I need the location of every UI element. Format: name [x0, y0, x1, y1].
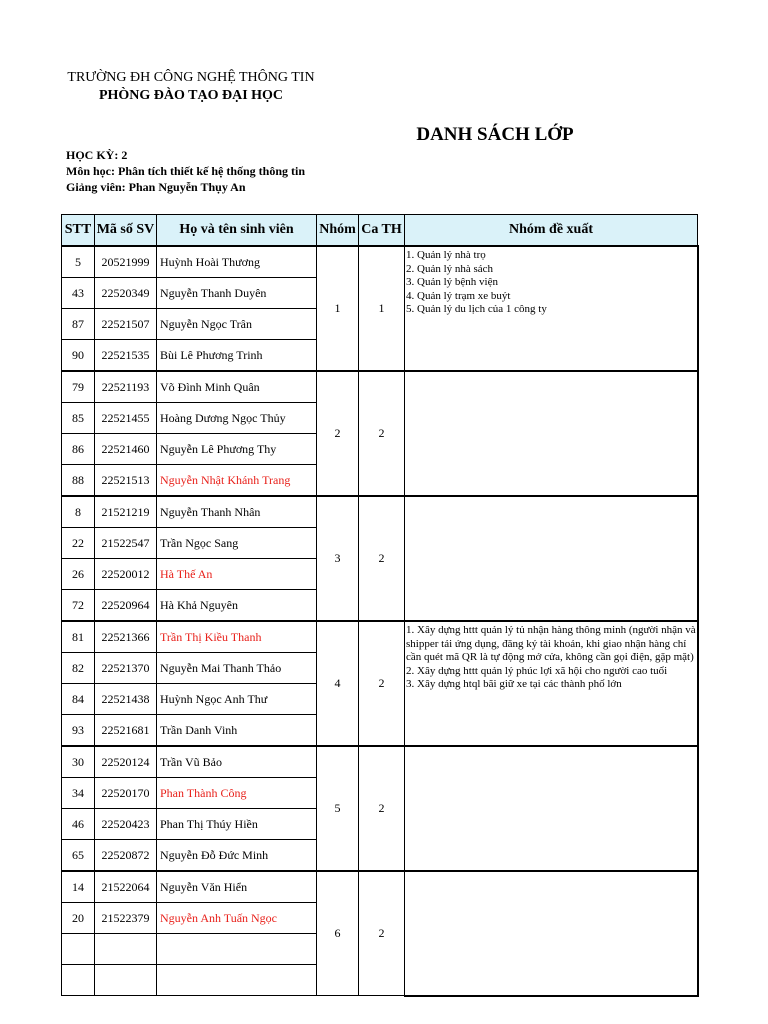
stt-cell: 88 [62, 465, 95, 497]
stt-cell: 85 [62, 403, 95, 434]
proposed-topics-cell [405, 246, 698, 371]
student-name-cell: Phan Thị Thúy Hiền [157, 809, 317, 840]
table-row [62, 371, 698, 403]
student-id-cell: 22520012 [95, 559, 157, 590]
proposed-topics-cell [405, 621, 698, 746]
student-id-cell: 22521370 [95, 653, 157, 684]
stt-cell: 20 [62, 903, 95, 934]
stt-cell: 30 [62, 746, 95, 778]
proposed-topic-item: 2. Quản lý nhà sách [406, 262, 494, 275]
table-body [62, 246, 698, 996]
proposed-topic-item: 1. Quản lý nhà trọ [406, 249, 486, 261]
proposed-topics-cell [405, 496, 698, 621]
student-id-cell: 22521535 [95, 340, 157, 372]
stt-cell: 82 [62, 653, 95, 684]
stt-cell: 46 [62, 809, 95, 840]
stt-cell: 26 [62, 559, 95, 590]
student-id-cell: 22521513 [95, 465, 157, 497]
stt-cell: 93 [62, 715, 95, 747]
stt-cell: 84 [62, 684, 95, 715]
table-row [62, 246, 698, 278]
stt-cell: 79 [62, 371, 95, 403]
table-row [62, 496, 698, 528]
course-label: Môn học: Phân tích thiết kế hệ thống thông tin [66, 164, 306, 178]
table-header-row [62, 215, 698, 247]
student-id-cell: 22520964 [95, 590, 157, 622]
student-name-cell: Huỳnh Ngọc Anh Thư [157, 684, 317, 715]
stt-cell: 86 [62, 434, 95, 465]
col-header-stt: STT [62, 215, 95, 247]
student-name-cell: Trần Ngọc Sang [157, 528, 317, 559]
stt-cell: 90 [62, 340, 95, 372]
group-number-cell: 3 [317, 496, 359, 621]
lab-session-cell: 2 [359, 746, 405, 871]
proposed-topic-item: 3. Xây dựng htql bãi giữ xe tại các thành phố lớn [406, 678, 622, 690]
lecturer-label: Giảng viên: Phan Nguyễn Thụy An [66, 180, 246, 194]
student-id-cell: 22520170 [95, 778, 157, 809]
stt-cell: 81 [62, 621, 95, 653]
stt-cell: 65 [62, 840, 95, 872]
class-list-table [61, 214, 699, 997]
table-row [62, 746, 698, 778]
proposed-topics-cell [405, 371, 698, 496]
stt-cell: 87 [62, 309, 95, 340]
stt-cell: 22 [62, 528, 95, 559]
student-id-cell: 22520423 [95, 809, 157, 840]
proposed-topics-cell [405, 871, 698, 996]
student-name-cell: Trần Vũ Bảo [157, 746, 317, 778]
empty-cell [157, 965, 317, 996]
student-name-cell: Bùi Lê Phương Trinh [157, 340, 317, 372]
student-id-cell: 22521507 [95, 309, 157, 340]
stt-cell: 8 [62, 496, 95, 528]
student-id-cell: 22521681 [95, 715, 157, 747]
lab-session-cell: 2 [359, 621, 405, 746]
student-name-cell: Phan Thành Công [157, 778, 317, 809]
proposed-topic-item: 3. Quản lý bệnh viện [406, 276, 498, 288]
proposed-topics-cell [405, 746, 698, 871]
empty-cell [157, 934, 317, 965]
department-name: PHÒNG ĐÀO TẠO ĐẠI HỌC [98, 88, 284, 103]
stt-cell: 34 [62, 778, 95, 809]
semester-label: HỌC KỲ: 2 [66, 148, 128, 162]
student-name-cell: Huỳnh Hoài Thương [157, 246, 317, 278]
empty-cell [95, 934, 157, 965]
student-id-cell: 20521999 [95, 246, 157, 278]
proposed-topic-item: 5. Quản lý du lịch của 1 công ty [406, 303, 547, 315]
student-name-cell: Trần Thị Kiều Thanh [157, 621, 317, 653]
student-name-cell: Hà Thế An [157, 559, 317, 590]
empty-cell [62, 934, 95, 965]
lab-session-cell: 2 [359, 871, 405, 996]
student-name-cell: Nguyễn Anh Tuấn Ngọc [157, 903, 317, 934]
student-name-cell: Hoàng Dương Ngọc Thủy [157, 403, 317, 434]
student-name-cell: Trần Danh Vinh [157, 715, 317, 747]
student-name-cell: Võ Đình Minh Quân [157, 371, 317, 403]
proposed-topic-item: 4. Quản lý trạm xe buýt [406, 289, 511, 302]
student-name-cell: Nguyễn Thanh Nhân [157, 496, 317, 528]
student-name-cell: Nguyễn Nhật Khánh Trang [157, 465, 317, 497]
lab-session-cell: 1 [359, 246, 405, 371]
col-header-lab-session: Ca TH [359, 215, 405, 247]
col-header-student-id: Mã số SV [95, 215, 157, 247]
student-name-cell: Nguyễn Mai Thanh Thảo [157, 653, 317, 684]
school-name: TRƯỜNG ĐH CÔNG NGHỆ THÔNG TIN [67, 70, 315, 85]
student-name-cell: Nguyễn Văn Hiển [157, 871, 317, 903]
stt-cell: 43 [62, 278, 95, 309]
student-id-cell: 22521455 [95, 403, 157, 434]
student-id-cell: 22521438 [95, 684, 157, 715]
student-id-cell: 22520349 [95, 278, 157, 309]
table-row [62, 871, 698, 903]
student-name-cell: Nguyễn Đỗ Đức Minh [157, 840, 317, 872]
group-number-cell: 5 [317, 746, 359, 871]
group-number-cell: 1 [317, 246, 359, 371]
student-name-cell: Hà Khả Nguyên [157, 590, 317, 622]
group-number-cell: 2 [317, 371, 359, 496]
student-id-cell: 21522547 [95, 528, 157, 559]
proposed-topic-item: 1. Xây dựng httt quản lý tủ nhận hàng thông minh (người nhận và shipper tải ứng dụng, đăng ký tài khoản, khi giao nhận hàng chỉ cần quét mã QR là tự động mở cửa, không cần gọi điện, gặp mặt) [406, 624, 696, 663]
empty-cell [95, 965, 157, 996]
stt-cell: 72 [62, 590, 95, 622]
student-id-cell: 21521219 [95, 496, 157, 528]
proposed-topic-item: 2. Xây dựng httt quản lý phúc lợi xã hội cho người cao tuổi [406, 664, 668, 677]
student-id-cell: 22521460 [95, 434, 157, 465]
student-id-cell: 21522064 [95, 871, 157, 903]
student-id-cell: 22521193 [95, 371, 157, 403]
group-number-cell: 6 [317, 871, 359, 996]
col-header-group: Nhóm [317, 215, 359, 247]
student-name-cell: Nguyễn Lê Phương Thy [157, 434, 317, 465]
lab-session-cell: 2 [359, 496, 405, 621]
lab-session-cell: 2 [359, 371, 405, 496]
student-id-cell: 22521366 [95, 621, 157, 653]
student-id-cell: 22520872 [95, 840, 157, 872]
stt-cell: 14 [62, 871, 95, 903]
page-title: DANH SÁCH LỚP [416, 124, 574, 145]
empty-cell [62, 965, 95, 996]
student-name-cell: Nguyễn Thanh Duyên [157, 278, 317, 309]
col-header-proposed-topics: Nhóm đề xuất [405, 215, 698, 247]
student-name-cell: Nguyễn Ngọc Trân [157, 309, 317, 340]
group-number-cell: 4 [317, 621, 359, 746]
student-id-cell: 21522379 [95, 903, 157, 934]
class-list-table-container [61, 214, 699, 940]
student-id-cell: 22520124 [95, 746, 157, 778]
stt-cell: 5 [62, 246, 95, 278]
table-row [62, 621, 698, 653]
col-header-student-name: Họ và tên sinh viên [157, 215, 317, 247]
